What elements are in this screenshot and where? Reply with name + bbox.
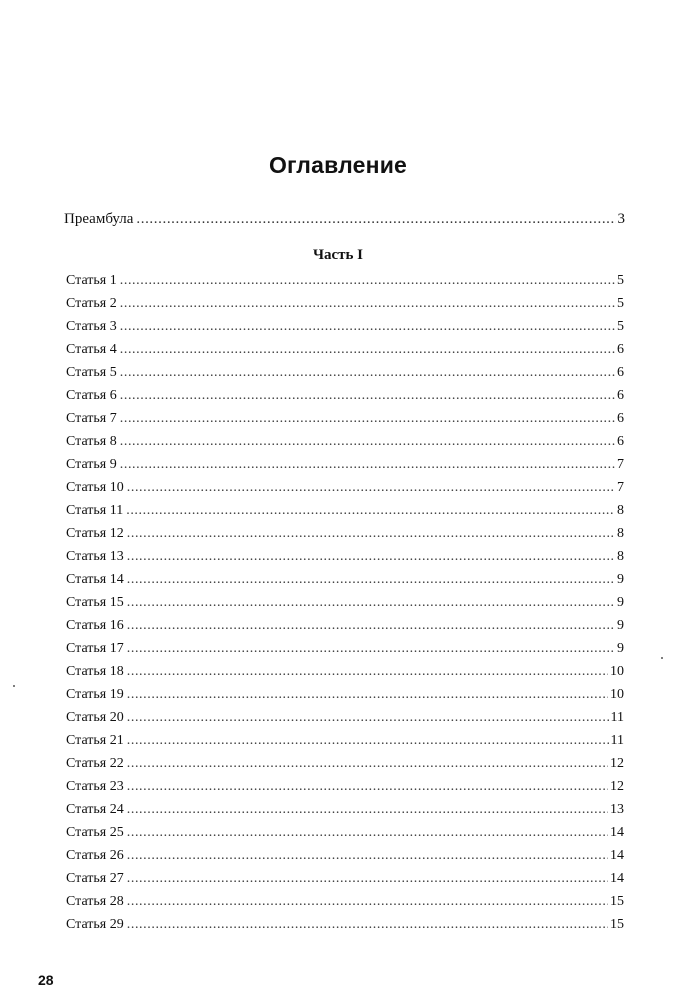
toc-entry-label: Статья 16 bbox=[66, 618, 124, 633]
toc-entry-article[interactable] bbox=[66, 272, 624, 290]
toc-entry-article[interactable] bbox=[66, 594, 624, 612]
toc-entry-label: Статья 9 bbox=[66, 457, 117, 472]
toc-entry-page: 14 bbox=[610, 848, 624, 863]
toc-entry-label: Статья 5 bbox=[66, 365, 117, 380]
dot-leader bbox=[127, 640, 615, 658]
toc-entry-article[interactable] bbox=[66, 571, 624, 589]
dot-leader bbox=[127, 801, 608, 819]
dot-leader bbox=[127, 870, 608, 888]
dot-leader bbox=[126, 502, 615, 520]
toc-entry-page: 15 bbox=[610, 894, 624, 909]
toc-entry-page: 7 bbox=[617, 480, 624, 495]
toc-entry-article[interactable] bbox=[66, 893, 624, 911]
toc-entry-page: 9 bbox=[617, 572, 624, 587]
toc-entry-article[interactable] bbox=[66, 364, 624, 382]
dot-leader bbox=[127, 778, 608, 796]
dot-leader bbox=[120, 433, 615, 451]
toc-entry-article[interactable] bbox=[66, 732, 624, 750]
toc-entry-article[interactable] bbox=[66, 525, 624, 543]
toc-entry-page: 6 bbox=[617, 342, 624, 357]
dot-leader bbox=[127, 525, 615, 543]
page-number: 28 bbox=[38, 972, 54, 988]
toc-entry-article[interactable] bbox=[66, 801, 624, 819]
toc-entry-page: 9 bbox=[617, 618, 624, 633]
toc-entry-article[interactable] bbox=[66, 709, 624, 727]
dot-leader bbox=[120, 272, 615, 290]
toc-entry-label: Статья 3 bbox=[66, 319, 117, 334]
toc-entry-label: Статья 14 bbox=[66, 572, 124, 587]
toc-entry-page: 11 bbox=[610, 710, 624, 725]
dot-leader bbox=[120, 341, 615, 359]
toc-entry-label: Статья 2 bbox=[66, 296, 117, 311]
toc-entry-article[interactable] bbox=[66, 433, 624, 451]
dot-leader bbox=[120, 456, 615, 474]
toc-entry-label: Статья 17 bbox=[66, 641, 124, 656]
toc-entry-label: Статья 24 bbox=[66, 802, 124, 817]
toc-entry-article[interactable] bbox=[66, 755, 624, 773]
toc-entry-page: 7 bbox=[617, 457, 624, 472]
dot-leader bbox=[127, 732, 609, 750]
toc-entry-article[interactable] bbox=[66, 640, 624, 658]
toc-entry-page: 10 bbox=[610, 687, 624, 702]
dot-leader bbox=[136, 210, 615, 228]
toc-entry-page: 14 bbox=[610, 825, 624, 840]
toc-entry-article[interactable] bbox=[66, 410, 624, 428]
toc-entry-article[interactable] bbox=[66, 479, 624, 497]
dot-leader bbox=[127, 824, 608, 842]
toc-entry-label: Статья 19 bbox=[66, 687, 124, 702]
dot-leader bbox=[127, 663, 608, 681]
toc-entry-label: Статья 20 bbox=[66, 710, 124, 725]
toc-entry-page: 11 bbox=[610, 733, 624, 748]
dot-leader bbox=[127, 479, 615, 497]
toc-entry-label: Статья 12 bbox=[66, 526, 124, 541]
toc-entry-preamble[interactable] bbox=[64, 210, 625, 228]
toc-entry-label: Статья 28 bbox=[66, 894, 124, 909]
dot-leader bbox=[120, 295, 615, 313]
dot-leader bbox=[127, 893, 608, 911]
toc-entry-article[interactable] bbox=[66, 617, 624, 635]
toc-entry-article[interactable] bbox=[66, 847, 624, 865]
toc-entry-label: Статья 26 bbox=[66, 848, 124, 863]
toc-entry-article[interactable] bbox=[66, 824, 624, 842]
dot-leader bbox=[127, 548, 615, 566]
toc-entry-label: Статья 21 bbox=[66, 733, 124, 748]
toc-entry-page: 9 bbox=[617, 641, 624, 656]
dot-leader bbox=[127, 916, 608, 934]
toc-entry-article[interactable] bbox=[66, 295, 624, 313]
toc-entry-page: 6 bbox=[617, 365, 624, 380]
toc-entry-article[interactable] bbox=[66, 387, 624, 405]
dot-leader bbox=[127, 755, 608, 773]
toc-entry-page: 8 bbox=[617, 503, 624, 518]
page-title: Оглавление bbox=[268, 152, 408, 178]
toc-entry-page: 5 bbox=[617, 273, 624, 288]
toc-entry-article[interactable] bbox=[66, 341, 624, 359]
toc-entry-article[interactable] bbox=[66, 502, 624, 520]
toc-entry-page: 8 bbox=[617, 526, 624, 541]
toc-entry-page: 6 bbox=[617, 434, 624, 449]
dot-leader bbox=[127, 617, 615, 635]
toc-entry-page: 5 bbox=[617, 296, 624, 311]
toc-entry-label: Статья 1 bbox=[66, 273, 117, 288]
toc-entry-label: Статья 18 bbox=[66, 664, 124, 679]
toc-entry-page: 5 bbox=[617, 319, 624, 334]
dot-leader bbox=[120, 410, 615, 428]
toc-entry-label: Статья 6 bbox=[66, 388, 117, 403]
dot-leader bbox=[127, 847, 608, 865]
scan-speck bbox=[661, 657, 663, 659]
toc-entry-page: 12 bbox=[610, 756, 624, 771]
toc-entry-label: Статья 15 bbox=[66, 595, 124, 610]
toc-entry-label: Статья 29 bbox=[66, 917, 124, 932]
toc-entry-article[interactable] bbox=[66, 870, 624, 888]
toc-entry-page: 13 bbox=[610, 802, 624, 817]
dot-leader bbox=[120, 364, 615, 382]
toc-entry-page: 3 bbox=[617, 211, 625, 227]
dot-leader bbox=[120, 387, 615, 405]
dot-leader bbox=[127, 686, 608, 704]
toc-entry-article[interactable] bbox=[66, 686, 624, 704]
dot-leader bbox=[127, 709, 609, 727]
toc-entry-page: 8 bbox=[617, 549, 624, 564]
toc-entry-article[interactable] bbox=[66, 916, 624, 934]
dot-leader bbox=[127, 571, 615, 589]
toc-entry-label: Статья 23 bbox=[66, 779, 124, 794]
toc-entry-page: 6 bbox=[617, 388, 624, 403]
part-heading: Часть I bbox=[312, 247, 364, 263]
toc-entry-article[interactable] bbox=[66, 663, 624, 681]
toc-entry-label: Статья 27 bbox=[66, 871, 124, 886]
toc-entry-label: Статья 7 bbox=[66, 411, 117, 426]
toc-entry-label: Статья 13 bbox=[66, 549, 124, 564]
dot-leader bbox=[127, 594, 615, 612]
toc-entry-article[interactable] bbox=[66, 456, 624, 474]
dot-leader bbox=[120, 318, 615, 336]
toc-entry-page: 9 bbox=[617, 595, 624, 610]
toc-entry-page: 15 bbox=[610, 917, 624, 932]
toc-entry-label: Статья 11 bbox=[66, 503, 124, 518]
toc-entry-label: Статья 25 bbox=[66, 825, 124, 840]
toc-entry-label: Статья 10 bbox=[66, 480, 124, 495]
toc-entry-label: Статья 8 bbox=[66, 434, 117, 449]
toc-entry-page: 12 bbox=[610, 779, 624, 794]
toc-entry-page: 14 bbox=[610, 871, 624, 886]
toc-entry-article[interactable] bbox=[66, 778, 624, 796]
toc-entry-label: Статья 22 bbox=[66, 756, 124, 771]
scan-speck bbox=[13, 685, 15, 687]
toc-entry-article[interactable] bbox=[66, 318, 624, 336]
toc-entry-label: Преамбула bbox=[64, 211, 134, 227]
toc-entry-label: Статья 4 bbox=[66, 342, 117, 357]
toc-entry-page: 10 bbox=[610, 664, 624, 679]
toc-entry-page: 6 bbox=[617, 411, 624, 426]
toc-entry-article[interactable] bbox=[66, 548, 624, 566]
